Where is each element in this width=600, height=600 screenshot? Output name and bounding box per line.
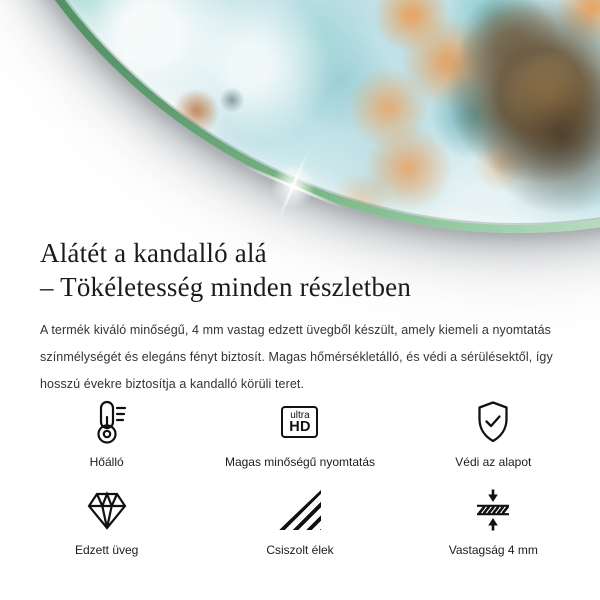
ultra-hd-badge-bottom-text: HD xyxy=(289,418,311,435)
diamond-icon xyxy=(84,486,130,534)
description-line: A termék kiváló minőségű, 4 mm vastag edzett üvegből készült, amely kiemeli a nyomtatás xyxy=(40,323,552,337)
feature-label: Edzett üveg xyxy=(74,543,139,557)
feature-label: Magas minőségű nyomtatás xyxy=(224,455,376,469)
page-title-line2: – Tökéletesség minden részletben xyxy=(40,272,412,302)
page-title-line1: Alátét a kandalló alá xyxy=(40,238,267,268)
feature-protects-base xyxy=(397,398,590,469)
feature-high-quality-print xyxy=(203,398,396,469)
feature-tempered-glass xyxy=(10,486,203,557)
product-photo xyxy=(0,0,600,240)
feature-polished-edges xyxy=(203,486,396,557)
sparkle-glow xyxy=(271,164,315,208)
feature-heat-resistant xyxy=(10,398,203,469)
description-line: hosszú évekre biztosítja a kandalló körüli teret. xyxy=(40,377,305,391)
thickness-icon xyxy=(470,486,516,534)
ultra-hd-badge-top-text: ultra xyxy=(290,409,310,421)
product-description-text xyxy=(40,317,600,398)
feature-label: Védi az alapot xyxy=(455,455,532,469)
polished-edge-icon xyxy=(279,486,321,534)
thermometer-icon xyxy=(84,398,130,446)
description-line: színmélységét és elegáns fényt biztosít. Magas hőmérsékletálló, és védi a sérülésektől, így xyxy=(40,350,553,364)
product-description-section xyxy=(0,236,600,398)
page-title xyxy=(40,236,600,304)
feature-label: Csiszolt élek xyxy=(266,543,334,557)
ultra-hd-badge xyxy=(281,406,318,438)
feature-grid xyxy=(0,398,600,557)
ultra-hd-icon xyxy=(281,398,318,446)
feature-label: Vastagság 4 mm xyxy=(448,543,538,557)
shield-check-icon xyxy=(470,398,516,446)
hatched-triangle xyxy=(279,490,321,530)
feature-thickness xyxy=(397,486,590,557)
feature-label: Hőálló xyxy=(89,455,124,469)
